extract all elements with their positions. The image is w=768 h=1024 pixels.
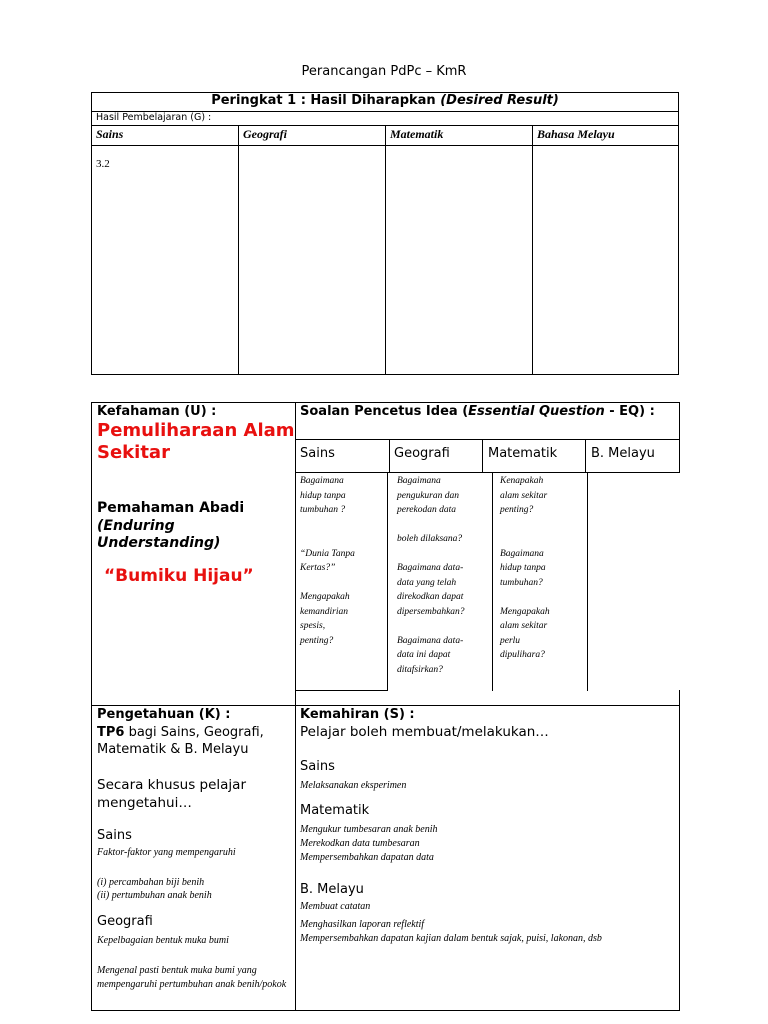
stage1-heading [91,93,679,109]
skills-matematik-label: Matematik [300,803,370,818]
subject-header-bahasa-melayu: Bahasa Melayu [537,127,615,141]
eq-heading-pre: Soalan Pencetus Idea ( [300,404,469,419]
knowledge-specific: Secara khusus pelajar mengetahui… [97,777,247,811]
document-title: Perancangan PdPc – KmR [301,64,467,79]
enduring-understanding-english: (Enduring Understanding) [97,518,221,551]
enduring-understanding-label: Pemahaman Abadi [97,500,245,516]
eq-heading [300,404,655,419]
subject-header-sains: Sains [96,127,124,141]
knowledge-geografi-text2: Mengenal pasti bentuk muka bumi yang mempengaruhi pertumbuhan anak benih/pokok [97,965,287,990]
learning-outcomes-label: Hasil Pembelajaran (G) : [96,112,212,123]
eq-matematik-questions: Kenapakah alam sekitar penting? Bagaimana hidup tanpa tumbuhan? Mengapakah alam sekitar perlu dipulihara? [500,476,550,660]
subject-header-geografi: Geografi [243,127,287,141]
subject-header-matematik: Matematik [390,127,444,141]
knowledge-tp6-text: bagi Sains, Geografi, Matematik & B. Melayu [97,725,264,757]
skills-bm-label: B. Melayu [300,882,364,897]
eq-subject-b-melayu: B. Melayu [591,446,655,461]
eq-subject-sains: Sains [300,446,335,461]
understanding-theme: Pemuliharaan Alam Sekitar [97,420,295,463]
knowledge-geografi-text1: Kepelbagaian bentuk muka bumi [97,935,229,946]
skills-bm-text1: Membuat catatan [300,901,371,912]
eq-heading-post: - EQ) : [604,404,655,419]
knowledge-tp6-bold: TP6 [97,725,125,740]
eq-subject-matematik: Matematik [488,446,558,461]
skills-intro: Pelajar boleh membuat/melakukan… [300,724,549,740]
knowledge-sains-text: Faktor-faktor yang mempengaruhi [97,847,236,858]
skills-matematik-text: Mengukur tumbesaran anak benih Merekodkan data tumbesaran Mempersembahkan dapatan data [300,824,438,863]
skills-sains-label: Sains [300,759,335,774]
sains-outcome-value: 3.2 [96,158,110,170]
knowledge-geografi-label: Geografi [97,914,153,929]
understanding-label: Kefahaman (U) : [97,404,217,419]
knowledge-sains-label: Sains [97,828,132,843]
skills-bm-text2: Menghasilkan laporan reflektif Mempersembahkan dapatan kajian dalam bentuk sajak, puisi, lakonan, dsb [300,919,602,944]
enduring-slogan: “Bumiku Hijau” [104,566,254,586]
eq-heading-italic: Essential Question [468,404,605,419]
stage1-heading-italic: (Desired Result) [440,93,559,108]
knowledge-tp6 [97,724,289,758]
knowledge-label: Pengetahuan (K) : [97,707,231,722]
skills-sains-text: Melaksanakan eksperimen [300,780,407,791]
eq-sains-questions: Bagaimana hidup tanpa tumbuhan ? “Dunia Tanpa Kertas?” Mengapakah kemandirian spesis, penting? [300,476,355,646]
eq-subject-geografi: Geografi [394,446,450,461]
eq-geografi-questions: Bagaimana pengukuran dan perekodan data boleh dilaksana? Bagaimana data- data yang telah direkodkan dapat dipersembahkan? Bagaimana data- data ini dapat ditafsirkan? [397,476,465,675]
skills-label: Kemahiran (S) : [300,707,415,722]
knowledge-sains-items: (i) percambahan biji benih (ii) pertumbuhan anak benih [97,877,212,901]
stage1-heading-main: Peringkat 1 : Hasil Diharapkan [211,93,441,108]
